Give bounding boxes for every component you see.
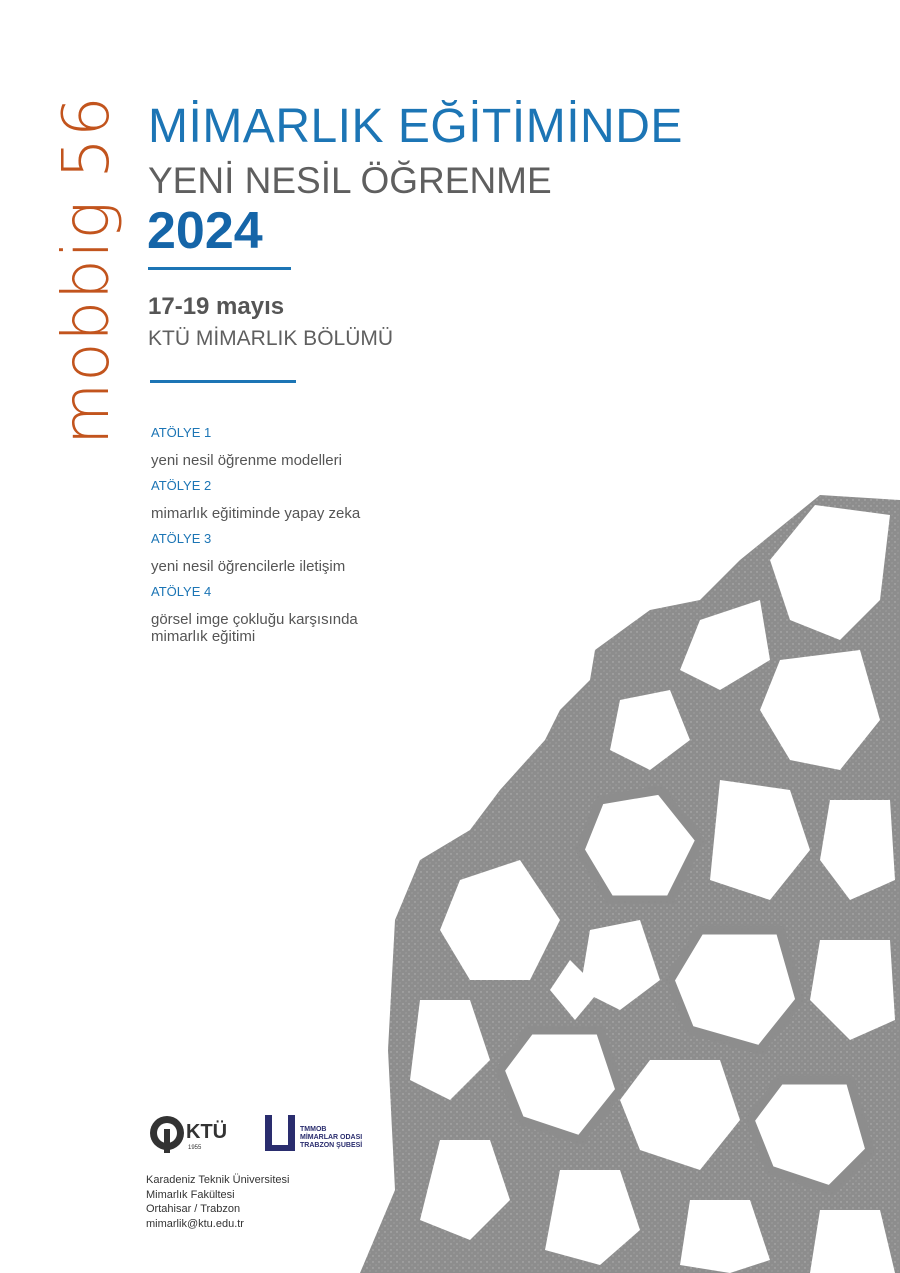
workshop-description: yeni nesil öğrenme modelleri <box>151 452 342 469</box>
title-line-2: YENİ NESİL ÖĞRENME <box>148 160 552 201</box>
footer-faculty: Mimarlık Fakültesi <box>146 1188 235 1201</box>
footer-email[interactable]: mimarlik@ktu.edu.tr <box>146 1217 244 1230</box>
ktu-logo-text: KTÜ <box>186 1121 228 1143</box>
footer-city: Ortahisar / Trabzon <box>146 1203 241 1215</box>
event-year: 2024 <box>147 202 263 260</box>
footer-university: Karadeniz Teknik Üniversitesi <box>146 1174 290 1186</box>
event-dates: 17-19 mayıs <box>148 293 285 320</box>
workshop-item <box>151 425 451 469</box>
workshop-list <box>151 425 451 654</box>
tmmob-logo-line1: TMMOB <box>300 1126 327 1133</box>
title-line-1: MİMARLIK EĞİTİMİNDE <box>148 100 683 153</box>
tmmob-logo-line2: MİMARLAR ODASI <box>300 1134 363 1141</box>
workshop-item <box>151 531 451 575</box>
divider-top <box>148 267 291 270</box>
workshop-item <box>151 478 451 522</box>
workshop-title: ATÖLYE 3 <box>151 531 212 546</box>
workshop-item <box>151 584 451 645</box>
workshop-title: ATÖLYE 2 <box>151 478 212 493</box>
brand-vertical-text: mobbig 56 <box>50 95 124 445</box>
event-location: KTÜ MİMARLIK BÖLÜMÜ <box>148 327 394 350</box>
ktu-logo <box>148 1113 240 1155</box>
ktu-logo-year: 1955 <box>188 1145 202 1151</box>
workshop-title: ATÖLYE 1 <box>151 425 212 440</box>
divider-bottom <box>150 380 296 383</box>
workshop-description: görsel imge çokluğu karşısında mimarlık eğitimi <box>151 611 358 645</box>
workshop-title: ATÖLYE 4 <box>151 584 212 599</box>
footer-address <box>146 1173 289 1231</box>
tmmob-logo <box>264 1113 368 1155</box>
tmmob-logo-line3: TRABZON ŞUBESİ <box>300 1142 363 1149</box>
workshop-description: mimarlık eğitiminde yapay zeka <box>151 505 361 522</box>
workshop-description: yeni nesil öğrencilerle iletişim <box>151 558 346 575</box>
